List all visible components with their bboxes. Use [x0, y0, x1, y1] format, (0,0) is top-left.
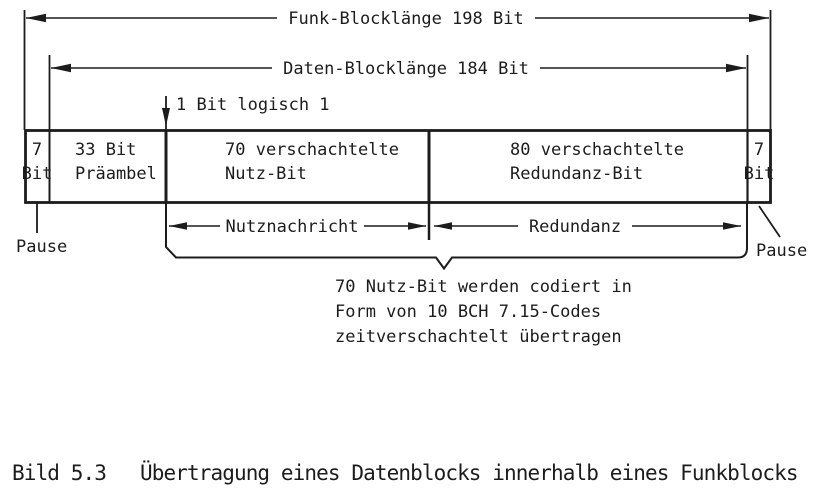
cell-nutzbit-line1: 70 verschachtelte — [225, 140, 399, 160]
cell-nutzbit-line2: Nutz-Bit — [225, 164, 307, 184]
cell-pause-left-line1: 7 — [31, 140, 43, 160]
cell-praeambel-line2: Präambel — [75, 164, 157, 184]
daten-arrowhead-left-icon — [51, 64, 71, 72]
nutznachricht-arrowhead-left-icon — [169, 222, 187, 230]
funk-arrowhead-right-icon — [749, 14, 769, 22]
funk-dimension-label: Funk-Blocklänge 198 Bit — [288, 9, 524, 29]
nutznachricht-label: Nutznachricht — [225, 217, 359, 237]
pause-right-label: Pause — [756, 241, 808, 261]
cell-redundanzbit-line1: 80 verschachtelte — [510, 140, 684, 160]
cell-redundanzbit-line2: Redundanz-Bit — [510, 164, 644, 184]
note-line-1: 70 Nutz-Bit werden codiert in — [335, 277, 632, 297]
daten-arrowhead-right-icon — [726, 64, 746, 72]
note-line-3: zeitverschachtelt übertragen — [335, 327, 622, 347]
pause-right-pointer — [759, 206, 780, 237]
caption-text: Übertragung eines Datenblocks innerhalb eines Funkblocks — [140, 461, 798, 485]
bit-marker-label: 1 Bit logisch 1 — [176, 95, 330, 115]
funk-arrowhead-left-icon — [26, 14, 46, 22]
redundanz-arrowhead-left-icon — [434, 222, 452, 230]
cell-pause-left-line2: Bit — [21, 164, 53, 184]
caption-number: Bild 5.3 — [12, 461, 106, 485]
note-line-2: Form von 10 BCH 7.15-Codes — [335, 302, 602, 322]
cell-pause-right-line1: 7 — [753, 140, 765, 160]
cell-praeambel-line1: 33 Bit — [75, 140, 137, 160]
pause-left-label: Pause — [16, 237, 68, 257]
nutznachricht-arrowhead-right-icon — [408, 222, 426, 230]
daten-dimension-label: Daten-Blocklänge 184 Bit — [283, 59, 529, 79]
cell-pause-right-line2: Bit — [743, 164, 775, 184]
bit-marker-arrowhead-icon — [162, 108, 170, 126]
redundanz-arrowhead-right-icon — [723, 222, 741, 230]
redundanz-label: Redundanz — [528, 217, 622, 237]
